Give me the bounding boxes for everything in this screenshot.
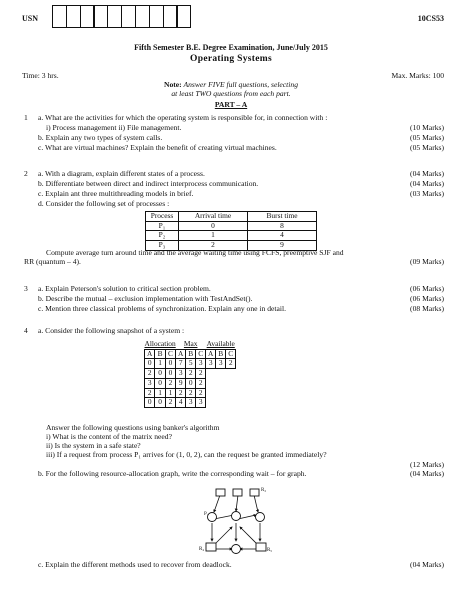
- column-header: B: [216, 349, 226, 359]
- table-cell: [226, 369, 236, 379]
- table-cell: 2: [165, 398, 175, 408]
- resource-node: [206, 543, 216, 551]
- usn-digit-box: [93, 5, 108, 28]
- q1a-marks: (10 Marks): [410, 123, 444, 132]
- q1c-marks: (05 Marks): [410, 143, 444, 152]
- q4c-text: c. Explain the different methods used to recover from deadlock.: [38, 560, 232, 569]
- usn-digit-box: [135, 5, 150, 28]
- table-cell: 2: [186, 388, 196, 398]
- usn-digit-box: [80, 5, 95, 28]
- table-cell: 0: [145, 359, 155, 369]
- table-row: [145, 398, 236, 408]
- table-cell: 3: [186, 398, 196, 408]
- table-cell: P₁: [146, 221, 179, 231]
- table-cell: 0: [165, 359, 175, 369]
- table-cell: 4: [248, 231, 317, 241]
- table-cell: 3: [206, 359, 216, 369]
- allocation-header: Allocation: [144, 339, 176, 348]
- max-header: Max: [183, 339, 198, 348]
- column-header: A: [206, 349, 216, 359]
- table-cell: 8: [248, 221, 317, 231]
- table-cell: P₂: [146, 231, 179, 241]
- table-cell: 9: [176, 378, 186, 388]
- max-marks: Max. Marks: 100: [391, 71, 444, 80]
- q3b-text: b. Describe the mutual – exclusion implementation with TestAndSet().: [38, 294, 253, 303]
- table-cell: 9: [248, 241, 317, 251]
- process-node: [208, 513, 217, 522]
- table-cell: 3: [176, 369, 186, 379]
- usn-digit-box: [121, 5, 136, 28]
- table-cell: 1: [165, 388, 175, 398]
- table-cell: 4: [176, 398, 186, 408]
- table-cell: 2: [186, 369, 196, 379]
- table-row: [146, 241, 317, 251]
- resource-node: [216, 489, 225, 496]
- table-cell: [206, 378, 216, 388]
- q2a-text: a. With a diagram, explain different states of a process.: [38, 169, 205, 178]
- note-label: Note:: [163, 80, 182, 89]
- question-number: 4: [24, 326, 28, 335]
- table-cell: [216, 378, 226, 388]
- q4a-part-iii: iii) If a request from process P₁ arrives for (1, 0, 2), can the request be granted immediately?: [46, 450, 327, 459]
- usn-digit-box: [66, 5, 81, 28]
- q2c-marks: (03 Marks): [410, 189, 444, 198]
- table-cell: 1: [155, 359, 165, 369]
- q1c-text: c. What are virtual machines? Explain the benefit of creating virtual machines.: [38, 143, 277, 152]
- edge: [254, 495, 258, 512]
- table-cell: 7: [176, 359, 186, 369]
- table-header-row: [146, 212, 317, 222]
- column-header: B: [186, 349, 196, 359]
- available-header: Available: [206, 339, 235, 348]
- usn-label: USN: [22, 14, 39, 23]
- question-number: 3: [24, 284, 28, 293]
- table-cell: 3: [216, 359, 226, 369]
- process-table: [145, 211, 317, 251]
- table-row: [145, 378, 236, 388]
- process-node: [232, 512, 241, 521]
- table-cell: 3: [196, 359, 206, 369]
- resource-node: [233, 489, 242, 496]
- edge: [240, 527, 258, 545]
- usn-digit-box: [176, 5, 191, 28]
- table-cell: [226, 398, 236, 408]
- table-row: [146, 231, 317, 241]
- table-cell: 2: [165, 378, 175, 388]
- table-cell: 0: [155, 378, 165, 388]
- table-cell: 2: [226, 359, 236, 369]
- system-snapshot-table: [144, 340, 236, 408]
- usn-digit-box: [163, 5, 178, 28]
- q4a-part-ii: ii) Is the system in a safe state?: [46, 441, 141, 450]
- edge: [236, 495, 238, 511]
- note-line-2: at least TWO questions from each part.: [171, 88, 291, 98]
- q1a-text: a. What are the activities for which the operating system is responsible for, in connection with :: [38, 113, 328, 122]
- column-header: Burst time: [248, 212, 317, 222]
- table-cell: [216, 388, 226, 398]
- table-cell: 3: [145, 378, 155, 388]
- q3b-marks: (06 Marks): [410, 294, 444, 303]
- q3c-text: c. Mention three classical problems of synchronization. Explain any one in detail.: [38, 304, 286, 313]
- column-header: C: [226, 349, 236, 359]
- q4c-marks: (04 Marks): [410, 560, 444, 569]
- table-cell: [206, 369, 216, 379]
- node-label: R₅: [267, 548, 273, 553]
- q2b-marks: (04 Marks): [410, 179, 444, 188]
- q1b-marks: (05 Marks): [410, 133, 444, 142]
- column-header: C: [196, 349, 206, 359]
- time-allowed: Time: 3 hrs.: [22, 71, 59, 80]
- node-label: R₄: [199, 547, 205, 552]
- table-row: [145, 369, 236, 379]
- column-header: A: [145, 349, 155, 359]
- q2d-text-1: Compute average turn around time and the average waiting time using FCFS, preemptive SJF and: [46, 248, 344, 257]
- q2d-text-2: RR (quantum – 4).: [24, 257, 81, 266]
- process-node: [256, 513, 265, 522]
- column-header: B: [155, 349, 165, 359]
- edge: [214, 527, 232, 545]
- usn-digit-box: [107, 5, 122, 28]
- question-3: [24, 285, 444, 321]
- table-cell: 2: [196, 369, 206, 379]
- part-heading: PART – A: [214, 100, 248, 109]
- q2c-text: c. Explain ant three multithreading models in brief.: [38, 189, 194, 198]
- note-line-1: Answer FIVE full questions, selecting: [183, 80, 298, 89]
- node-label: R₂: [261, 488, 267, 493]
- q4a-part-i: i) What is the content of the matrix need?: [46, 432, 172, 441]
- column-header: Process: [146, 212, 179, 222]
- column-header: Arrival time: [179, 212, 248, 222]
- q3a-text: a. Explain Peterson's solution to critical section problem.: [38, 284, 211, 293]
- table-cell: 0: [186, 378, 196, 388]
- table-cell: 2: [145, 388, 155, 398]
- table-cell: 2: [196, 388, 206, 398]
- process-node: [232, 545, 241, 554]
- question-number: 1: [24, 113, 28, 122]
- usn-digit-box: [149, 5, 164, 28]
- table-cell: 0: [165, 369, 175, 379]
- table-cell: 3: [196, 398, 206, 408]
- table-cell: 1: [179, 231, 248, 241]
- table-cell: 2: [145, 369, 155, 379]
- resource-node: [250, 489, 259, 496]
- usn-boxes: [52, 5, 190, 28]
- table-cell: [216, 369, 226, 379]
- q1b-text: b. Explain any two types of system calls.: [38, 133, 163, 142]
- table-cell: 0: [179, 221, 248, 231]
- table-cell: 2: [196, 378, 206, 388]
- table-cell: 2: [176, 388, 186, 398]
- subject-title: Operating Systems: [190, 54, 272, 64]
- table-cell: [226, 388, 236, 398]
- exam-title: Fifth Semester B.E. Degree Examination, June/July 2015: [134, 43, 328, 52]
- q4a-question: Answer the following questions using banker's algorithm: [46, 423, 220, 432]
- subject-code: 10CS53: [417, 14, 444, 23]
- question-number: 2: [24, 169, 28, 178]
- resource-node: [256, 543, 266, 551]
- table-cell: 2: [179, 241, 248, 251]
- column-header: C: [165, 349, 175, 359]
- question-1: [24, 114, 444, 174]
- graph-edges: [212, 495, 260, 549]
- q2a-marks: (04 Marks): [410, 169, 444, 178]
- edge: [214, 515, 234, 519]
- table-cell: 0: [155, 369, 165, 379]
- column-header: A: [176, 349, 186, 359]
- node-label: P₁: [204, 512, 209, 517]
- q4a-text: a. Consider the following snapshot of a system :: [38, 326, 185, 335]
- q3c-marks: (08 Marks): [410, 304, 444, 313]
- table-cell: 0: [155, 398, 165, 408]
- table-cell: [206, 398, 216, 408]
- q4a-marks: (12 Marks): [410, 460, 444, 469]
- q2b-text: b. Differentiate between direct and indirect interprocess communication.: [38, 179, 259, 188]
- table-cell: [216, 398, 226, 408]
- q4b-text: b. For the following resource-allocation graph, write the corresponding wait – for graph.: [38, 469, 307, 478]
- instructions-note: [0, 81, 462, 99]
- edge: [214, 495, 220, 512]
- q3a-marks: (06 Marks): [410, 284, 444, 293]
- table-cell: [226, 378, 236, 388]
- group-header-row: [145, 340, 236, 349]
- table-cell: 5: [186, 359, 196, 369]
- table-cell: P₃: [146, 241, 179, 251]
- q4b-marks: (04 Marks): [410, 469, 444, 478]
- q2d-text: d. Consider the following set of processes :: [38, 199, 170, 208]
- table-cell: 0: [145, 398, 155, 408]
- table-row: [146, 221, 317, 231]
- q2d-marks: (09 Marks): [410, 257, 444, 266]
- resource-allocation-graph: [198, 487, 278, 567]
- table-cell: 1: [155, 388, 165, 398]
- table-cell: [206, 388, 216, 398]
- usn-digit-box: [52, 5, 67, 28]
- q1a-sub-text: i) Process management ii) File management.: [46, 123, 182, 132]
